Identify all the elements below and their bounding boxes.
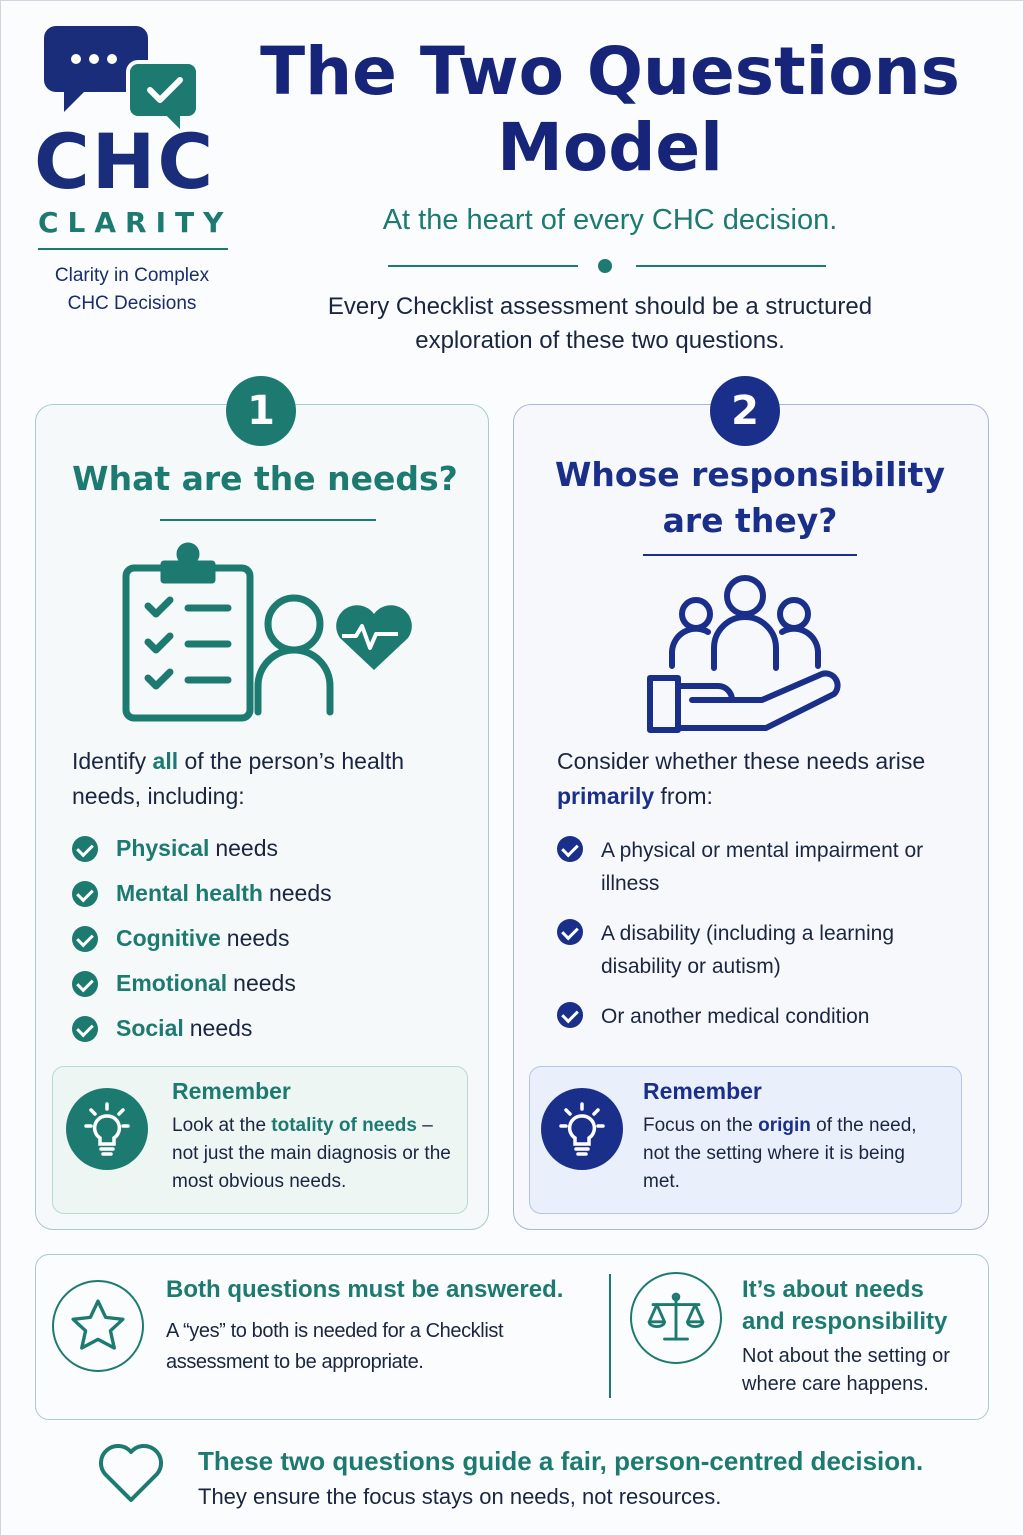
- remember-text-2: Focus on the origin of the need, not the setting where it is being met.: [643, 1115, 917, 1192]
- check-icon: [72, 926, 98, 952]
- summary-right-title: It’s about needs and responsibility: [742, 1276, 948, 1335]
- list-item: A physical or mental impairment or illness: [557, 834, 941, 900]
- summary-left-title: Both questions must be answered.: [166, 1276, 564, 1303]
- number-badge-2: 2: [710, 376, 780, 446]
- brand-rule: [38, 248, 228, 250]
- lightbulb-icon: [541, 1088, 623, 1170]
- footer-text: They ensure the focus stays on needs, not resources.: [198, 1484, 722, 1509]
- heart-pulse-icon: [336, 605, 412, 670]
- title-divider: [388, 256, 828, 276]
- list-item: A disability (including a learning disability or autism): [557, 917, 941, 983]
- intro-text: Every Checklist assessment should be a structured exploration of these two questions.: [327, 293, 873, 354]
- remember-text-1: Look at the totality of needs – not just the main diagnosis or the most obvious needs.: [172, 1115, 451, 1192]
- question-1: What are the needs?: [72, 459, 458, 498]
- lightbulb-icon: [66, 1088, 148, 1170]
- summary-right-text: Not about the setting or where care happens.: [742, 1345, 950, 1395]
- page-subtitle: At the heart of every CHC decision.: [382, 204, 838, 236]
- person-icon: [258, 598, 330, 712]
- scales-icon: [630, 1272, 722, 1364]
- brand-sub: CLARITY: [38, 206, 233, 239]
- check-icon: [72, 836, 98, 862]
- clipboard-checklist-icon: [126, 546, 250, 718]
- remember-title-2: Remember: [643, 1078, 762, 1104]
- summary-divider: [609, 1274, 611, 1398]
- needs-list: [72, 826, 332, 1051]
- check-icon: [557, 919, 583, 945]
- list-item: Cognitive needs: [72, 916, 332, 961]
- heart-outline-icon: [96, 1440, 166, 1506]
- question-1-rule: [160, 519, 376, 521]
- responsibility-lead: Consider whether these needs arise primarily from:: [557, 748, 926, 809]
- list-item: Mental health needs: [72, 871, 332, 916]
- summary-left-text: A “yes” to both is needed for a Checklist assessment to be appropriate.: [166, 1320, 504, 1373]
- question-2-rule: [643, 554, 857, 556]
- brand-name: CHC: [34, 117, 216, 206]
- list-item: Emotional needs: [72, 961, 332, 1006]
- list-item: Physical needs: [72, 826, 332, 871]
- brand-tagline: Clarity in Complex CHC Decisions: [54, 265, 210, 314]
- group-in-hand-icon: [640, 570, 850, 740]
- check-icon: [557, 1002, 583, 1028]
- needs-lead: Identify all of the person’s health needs, including:: [72, 748, 405, 809]
- check-icon: [72, 881, 98, 907]
- list-item: Social needs: [72, 1006, 332, 1051]
- list-item: Or another medical condition: [557, 1000, 941, 1033]
- check-icon: [72, 1016, 98, 1042]
- needs-illustration: [118, 540, 418, 730]
- number-badge-1: 1: [226, 376, 296, 446]
- star-icon: [52, 1280, 144, 1372]
- page-title: The Two Questions Model: [260, 33, 960, 186]
- check-icon: [557, 836, 583, 862]
- footer-headline: These two questions guide a fair, person-centred decision.: [198, 1446, 924, 1476]
- remember-title-1: Remember: [172, 1078, 291, 1104]
- responsibility-list: [557, 834, 941, 1050]
- check-icon: [72, 971, 98, 997]
- question-2: Whose responsibility are they?: [555, 455, 945, 540]
